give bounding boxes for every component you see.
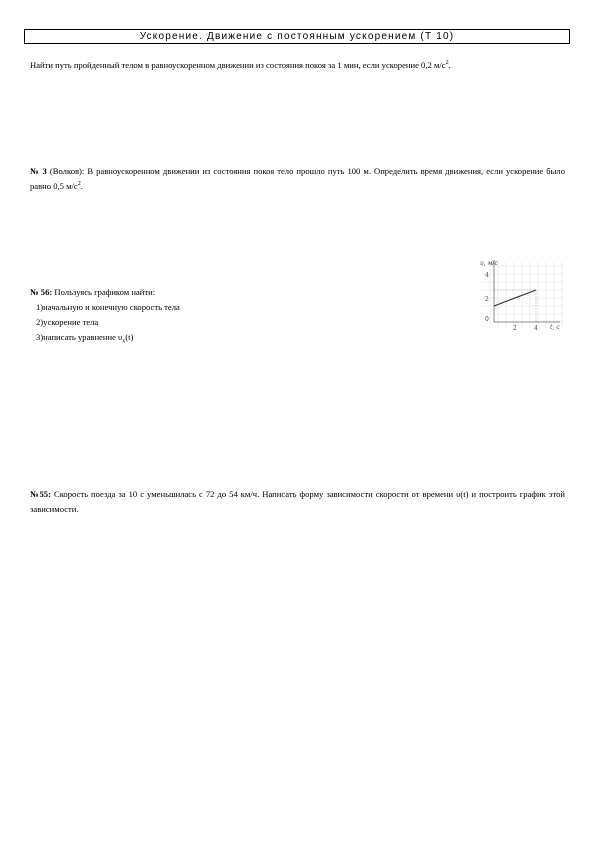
- problem-2-text: (Волков): В равноускоренном движении из состояния покоя тело прошло путь 100 м. Определить время движения, если ускорение было равно 0,5 м/с: [30, 166, 565, 191]
- problem-4-number: №55:: [30, 489, 51, 499]
- problem-2: № 3 (Волков): В равноускоренном движении из состояния покоя тело прошло путь 100 м. Определить время движения, если ускорение было равно 0,5 $м/с^2$.: [30, 166, 565, 191]
- page-title: [24, 29, 570, 44]
- page-title-text: Ускорение. Движение с постоянным ускорением (Т 10): [139, 31, 455, 42]
- velocity-time-graph: [474, 256, 566, 334]
- problem-1-exponent: 2: [445, 60, 449, 67]
- problem-1: Найти путь пройденный телом в равноускоренном движении из состояния покоя за 1 мин, если ускорение 0,2 $м/с^2$.: [30, 60, 451, 70]
- graph-y-tick-4: 4: [485, 272, 489, 279]
- problem-1-text: Найти путь пройденный телом в равноускоренном движении из состояния покоя за 1 мин, если ускорение 0,2 м/с: [30, 60, 446, 70]
- graph-x-axis-label: t, с: [550, 324, 560, 331]
- problem-3-item-3: 3)написать уравнение $\upsilon_x(t)$: [36, 332, 134, 345]
- graph-y-tick-0: 0: [485, 316, 489, 323]
- problem-2-exponent: 2: [77, 181, 81, 188]
- graph-y-tick-2: 2: [485, 296, 489, 303]
- problem-4: [30, 487, 565, 517]
- problem-4-text: Скорость поезда за 10 с уменьшилась с 72 до 54 км/ч. Написать форму зависимости скорости от времени υ(t) и построить график этой зависимости.: [30, 489, 565, 514]
- graph-y-axis-label: υ, м/с: [480, 260, 498, 267]
- problem-2-number: № 3: [30, 166, 47, 176]
- problem-3-number: № 56:: [30, 287, 53, 297]
- problem-3-intro: Пользуясь графиком найти:: [52, 287, 156, 297]
- problem-3-heading: [30, 285, 180, 300]
- graph-x-tick-2: 2: [513, 325, 517, 332]
- problem-3-item-1: 1)начальную и конечную скорость тела: [36, 302, 180, 312]
- graph-x-tick-4: 4: [534, 325, 538, 332]
- problem-3-item-2: 2)ускорение тела: [36, 317, 99, 327]
- problem-3: [30, 285, 180, 345]
